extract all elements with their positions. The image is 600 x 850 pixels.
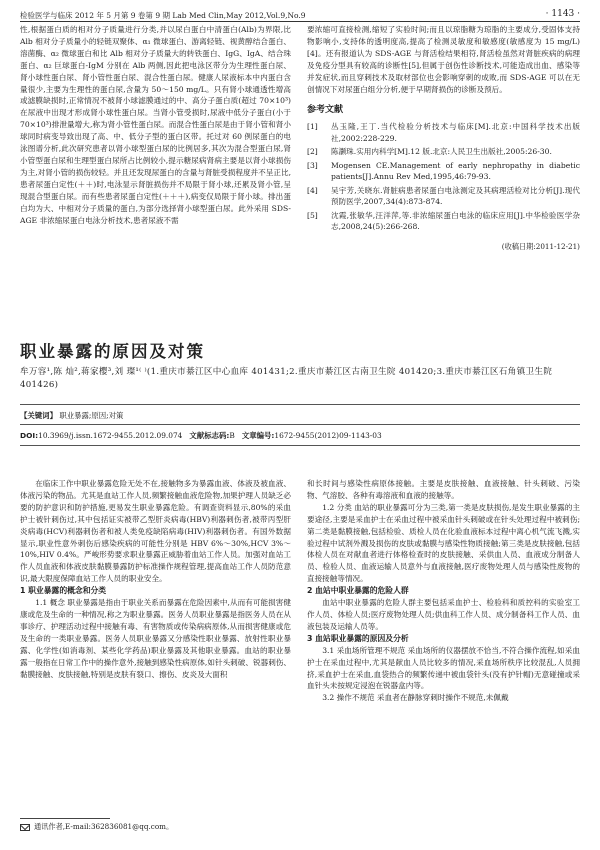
reference-number: [4] <box>307 185 318 195</box>
code-value: B <box>229 431 235 440</box>
received-date: (收稿日期:2011-12-21) <box>501 241 580 251</box>
running-header <box>20 8 580 22</box>
body-paragraph: 1.1 概念 职业暴露是指由于职业关系而暴露在危险因素中,从而有可能损害健康或危及生命的一种情况,称之为职业暴露。医务人员职业暴露是指医务人员在从事诊疗、护理活动过程中接触有毒、有害物质或传染病病原体,从而损害健康或危及生命的一类职业暴露。医务人员职业暴露又分感染性职业暴露、放射性职业暴露、化学性(如消毒剂、某些化学药品)职业暴露及其他职业暴露。血站的职业暴露一般指在日常工作中的操作意外,接触到感染性病原体,如针头刺破、锐器刺伤、黏膜接触、皮肤接触,特别是皮肤有裂口、擦伤、皮炎及大面积 <box>20 598 291 679</box>
reference-list <box>307 121 580 233</box>
author-line: 牟万容¹,陈 灿²,蒋家樱³,刘 璨¹⁽ ⁾(1.重庆市綦江区中心血库 401431;2.重庆市綦江区古南卫生院 401420;3.重庆市綦江区石角镇卫生院 401426) <box>20 367 553 390</box>
reference-item <box>307 160 580 183</box>
reference-number: [3] <box>307 160 318 170</box>
reference-text: 陈灏珠.实用内科学[M].12 版.北京:人民卫生出版社,2005:26-30. <box>331 147 552 157</box>
reference-text: 吴宇芳,关晓东.肾脏病患者尿蛋白电泳测定及其病理活检对比分析[J].现代预防医学,2007,34(4):873-874. <box>331 185 580 207</box>
reference-text: 沈霞,张敏华,汪洋萍,等.非浓缩尿蛋白电泳的临床应用[J].中华检验医学杂志,2008,24(5):266-268. <box>331 210 580 232</box>
divider <box>20 424 580 425</box>
page-number: · 1143 · <box>545 9 580 19</box>
doi-line <box>20 430 382 441</box>
body-paragraph: 和长时间与感染性病原体接触。主要是皮肤接触、血液接触、针头刺破、污染物、气溶胶、各种有毒溶液和血液的接触等。 <box>307 479 580 500</box>
prev-paragraph: 性,根据蛋白质的相对分子质量进行分类,并以尿白蛋白中清蛋白(Alb)为界限,比 Alb 相对分子质量小的轻链双聚体、α₁ 微球蛋白、游离轻链、视黄醇结合蛋白、溶菌酶、α₂ 微球蛋白和比 Alb 相对分子质量大的转铁蛋白、IgG、IgA、结合珠蛋白、α₂ 巨球蛋白-IgM 分别在 Alb 两侧,因此把电泳区带分为生理性蛋白尿、肾小球性蛋白尿、肾小管性蛋白尿、混合性蛋白尿。健康人尿液标本中内蛋白含量很少,主要为生理性的蛋白尿,含量为 50～150 mg/L。只有肾小球通透性增高或滤膜缺损时,正常情况不被肾小球滤膜通过的中、高分子蛋白质(超过 70×10³)在尿液中出现才形成肾小球性蛋白尿。当肾小管受损时,尿液中低分子蛋白(小于 70×10³)排泄量增大,称为肾小管性蛋白尿。而混合性蛋白尿是由于肾小管和肾小球同时病变导致出现了高、中、低分子型的蛋白区带。托过对 60 例尿蛋白的电泳图谱分析,此次研究患者以肾小球型蛋白尿的比例居多,其次为混合型蛋白尿,肾小管型蛋白尿和生理型蛋白尿所占比例较小,提示糖尿病肾病主要是以肾小球损伤为主,对肾小管的损伤较轻。并且还发现尿蛋白的含量与肾脏受损程度并不呈正比,患者尿蛋白定性(＋＋)时,电泳显示肾脏损伤并不局限于肾小球,还累及肾小管,呈现混合型蛋白尿。而有些患者尿蛋白定性(＋＋＋),病变仅局限于肾小球。排出蛋白均为大、中相对分子质量的蛋白,为部分选择肾小球型蛋白尿。此外采用 SDS-AGE 非浓缩尿蛋白电泳分析技术,患者尿液不需 <box>20 25 291 225</box>
reference-number: [2] <box>307 147 318 157</box>
keywords-label: 【关键词】 <box>20 411 57 420</box>
code-label: 文献标志码: <box>189 431 230 440</box>
reference-item <box>307 210 580 233</box>
keywords: 职业暴露;原因;对策 <box>59 411 124 420</box>
doi-label: DOI: <box>20 431 39 440</box>
article-title: 职业暴露的原因及对策 <box>20 342 205 361</box>
article-no-label: 文章编号: <box>241 431 275 440</box>
body-paragraph: 血站中职业暴露的危险人群主要包括采血护士、检验科和质控科的实验室工作人员、体检人员;医疗废物处理人员;供血科工作人员、成分制备科工作人员、血液包装及运输人员等。 <box>307 598 580 631</box>
divider <box>20 404 580 405</box>
reference-number: [5] <box>307 210 318 220</box>
section-heading: 1 职业暴露的概念和分类 <box>20 586 107 596</box>
reference-number: [1] <box>307 122 318 132</box>
section-heading: 2 血站中职业暴露的危险人群 <box>307 586 409 596</box>
prev-article-col2 <box>307 24 580 253</box>
footnote-divider <box>20 818 110 819</box>
mail-icon <box>20 824 30 831</box>
body-col2 <box>307 478 580 704</box>
body-paragraph: 1.2 分类 血站的职业暴露可分为三类,第一类是皮肤损伤,是发生职业暴露的主要途径,主要是采血护士在采血过程中被采血针头刺破或在针头处理过程中被刺伤;第二类是黏膜接触,包括检验、质检人员在化验血液标本过程中离心机气流飞溅,实验过程中试剂外溅及损伤的皮肤或黏膜与感染性物质接触;第三类是皮肤接触,包括体检人员在对献血者进行体格检查时的皮肤接触、采供血人员、血液成分制备人员、检验人员、血液运输人员意外与血液接触,医疗废物处理人员与感染性废物的直接接触等情况。 <box>307 502 580 584</box>
divider <box>20 445 580 446</box>
body-col1 <box>20 478 291 680</box>
body-paragraph: 在临床工作中职业暴露危险无处不在,接触物多为暴露血液、体液及被血液、体液污染的物品。尤其是血站工作人员,频繁接触血液危险物,加果护理人员缺乏必要的防护意识和防护措施,更易发生职业暴露危险。有调查资料显示,80%的采血护士被针刺伤过,其中包括证实被带乙型肝炎病毒(HBV)利器刺伤者,被带丙型肝炎病毒(HCV)利器刺伤者和被人类免疫缺陷病毒(HIV)利器刺伤者。有国外数据显示,职业性意外刺伤后感染疾病的可能性分别是 HBV 6%～30%,HCV 3%～10%,HIV 0.4%。严峻形势要求职业暴露正威胁着血站工作人员。加强对血站工作人员血液和体液皮肤黏膜暴露防护标准操作规程管理,提高血站工作人员防范意识,最大限度保障血站工作人员的职业安全。 <box>20 479 291 584</box>
doi-value: 10.3969/j.issn.1672-9455.2012.09.074 <box>38 431 183 440</box>
body-paragraph: 3.2 操作不规范 采血者在静脉穿刺时操作不规范,未佩戴 <box>322 693 509 703</box>
reference-item <box>307 185 580 208</box>
reference-text: Mogensen CE.Management of early nephropathy in diabetic patients[J].Annu Rev Med,1995,46:79-93. <box>331 160 580 182</box>
article-no-value: 1672-9455(2012)09-1143-03 <box>274 431 382 440</box>
keywords-line <box>20 410 123 421</box>
footnote <box>20 822 173 832</box>
reference-text: 丛玉隆,王丁.当代检验分析技术与临床[M].北京:中国科学技术出版社,2002:228-229. <box>331 122 580 143</box>
reference-item <box>307 121 580 144</box>
journal-info: 检验医学与临床 2012 年 5 月第 9 卷第 9 期 Lab Med Clin,May 2012,Vol.9,No.9 <box>20 11 306 20</box>
prev-article-col1 <box>20 24 291 226</box>
references-heading: 参考文献 <box>307 105 344 116</box>
section-heading: 3 血站职业暴露的原因及分析 <box>307 633 409 643</box>
body-paragraph: 3.1 采血场所管理不规范 采血场所的仪器摆放不恰当,不符合操作流程,如采血护士在采血过程中,尤其是献血人员比较多的情况,采血场所秩序比较混乱,人员拥挤,采血护士在采血,血袋热合的频繁传递中被血袋针头(没有护针帽)无意碰撞或采血针头未按规定浸泡在锐器盒内等。 <box>307 645 580 691</box>
prev-paragraph: 要浓缩可直接检测,缩短了实验时间;而且以琼脂糖为琼脂的主要成分,受固体支持物影响小,支持体的透明度高,提高了检测灵敏度和敏感度(敏感度为 15 mg/L)[4]。还有报道认为 SDS-AGE 与肾活检结果相符,肾活检虽然对肾脏疾病的病理及免疫分型具有较高的诊断性[5],但属于创伤性诊断技术,可能造成出血、感染等并发症状,而且穿刺技术及取材部位也会影响穿刺的成败,而 SDS-AGE 可以在无创情况下对尿蛋白组分分析,便于早期肾损伤的诊断及预后。 <box>307 25 580 94</box>
footnote-text: 通讯作者,E-mail:362836081@qq.com。 <box>34 822 174 831</box>
reference-item <box>307 146 580 158</box>
